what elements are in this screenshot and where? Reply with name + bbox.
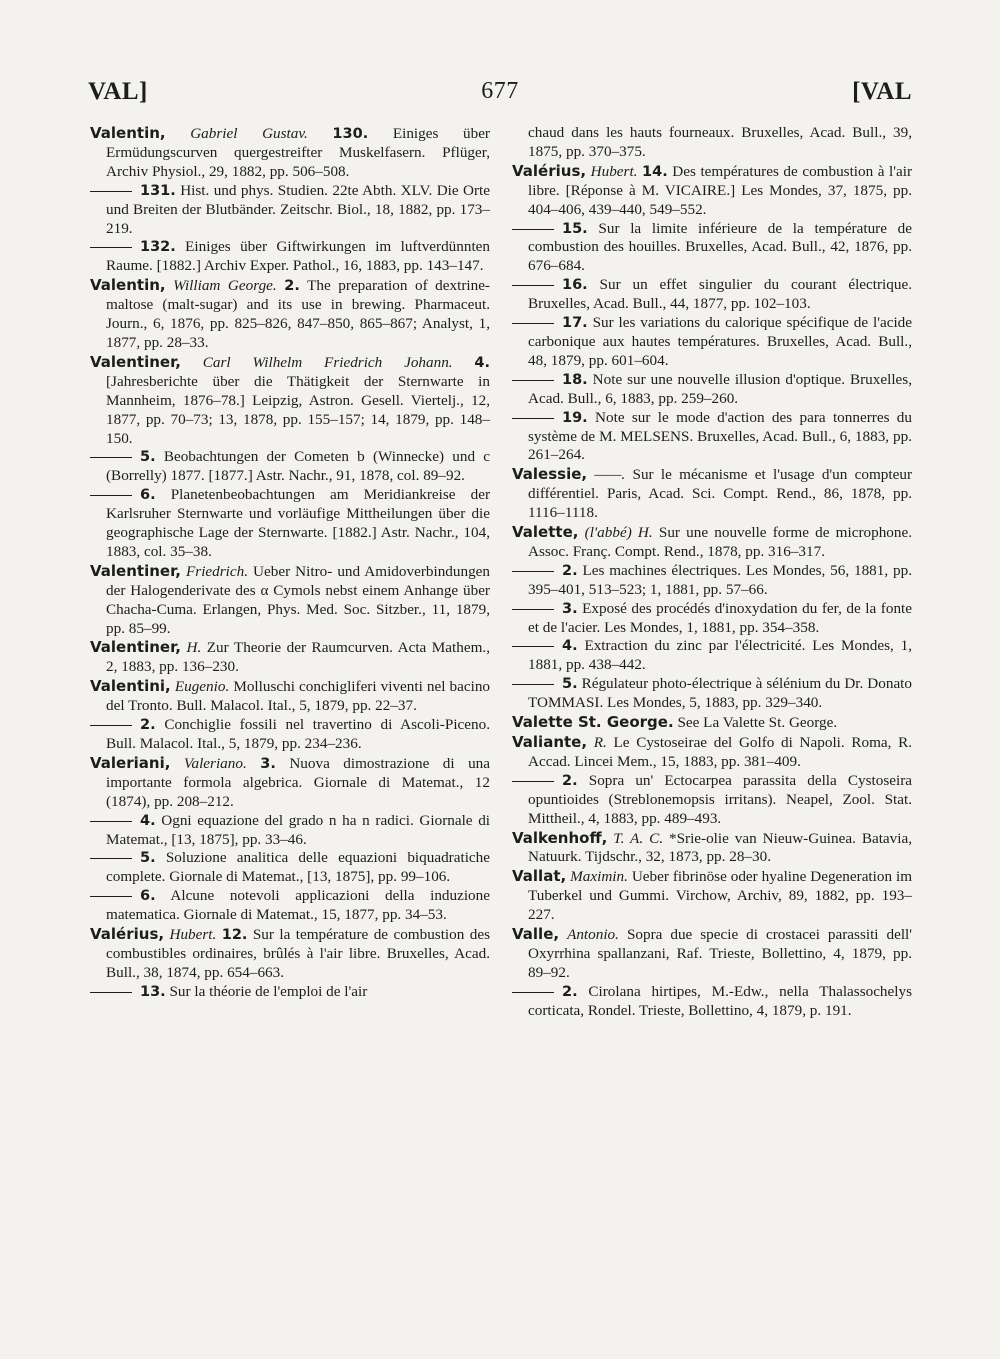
entry-text: Nuova dimostrazione di una importante formola algebrica. Giornale di Matemat., 12 (1874), pp. 208–212. [106, 754, 491, 810]
entry-text: [Jahresberichte über die Thätigkeit der Sternwarte in Mannheim, 1876–78.] Leipzig, Astron. Gesell. Viertelj., 12, 1877, pp. 70–73; 13, 1878, pp. 155–157; 14, 1879, pp. 148–150. [106, 372, 490, 447]
running-head-left: VAL] [88, 78, 148, 105]
bibliography-entry [512, 562, 912, 600]
bibliography-entry [512, 523, 912, 562]
entry-text: The preparation of dextrine-maltose (malt-sugar) and its use in brewing. Pharmaceut. Journ., 6, 1876, pp. 825–826, 847–850, 865–867; Analyst, 1, 1877, pp. 28–33. [106, 277, 490, 351]
entry-number: 6. [140, 487, 156, 504]
entry-text: Note sur une nouvelle illusion d'optique. Bruxelles, Acad. Bull., 6, 1883, pp. 259–260. [528, 370, 912, 407]
entry-number: 12. [221, 927, 248, 944]
entry-text: Conchiglie fossili nel travertino di Ascoli-Piceno. Bull. Malacol. Ital., 5, 1879, pp. 234–236. [106, 716, 490, 752]
running-head-right: [VAL [852, 78, 912, 105]
author-given-name: Hubert. [590, 162, 638, 180]
entry-text: Sur une nouvelle forme de microphone. Assoc. Franç. Compt. Rend., 1878, pp. 316–317. [528, 524, 913, 560]
entry-text: Des températures de combustion à l'air libre. [Réponse à M. VICAIRE.] Les Mondes, 37, 1875, pp. 404–406, 439–440, 549–552. [528, 162, 913, 218]
entry-text: Cirolana hirtipes, M.-Edw., nella Thalassochelys corticata, Rondel. Trieste, Bollettino, 4, 1879, p. 191. [528, 982, 912, 1019]
bibliography-entry [90, 925, 490, 983]
bibliography-entry [512, 600, 912, 638]
bibliography-entry [90, 124, 490, 182]
entry-text: Sur la limite inférieure de la température de combustion des houilles. Bruxelles, Acad. Bull., 42, 1876, pp. 676–684. [528, 219, 913, 275]
author-given-name: Carl Wilhelm Friedrich Johann. [202, 353, 453, 371]
entry-text: Les machines électriques. Les Mondes, 56, 1881, pp. 395–401, 513–523; 1, 1881, pp. 57–66. [528, 561, 912, 598]
entry-text: Ueber Nitro- und Amidoverbindungen der Halogenderivate des α Cymols nebst einem Anhange über Chacha-Cuma. Erlangen, Phys. Med. Soc. Sitzber., 11, 1879, pp. 85–99. [106, 562, 490, 637]
entry-number: 18. [562, 371, 588, 388]
ditto-dash [512, 323, 554, 324]
author-surname: Vallat, [512, 867, 567, 886]
bibliography-entry [512, 276, 912, 314]
ditto-dash [512, 646, 554, 647]
entry-text: Extraction du zinc par l'électricité. Les Mondes, 1, 1881, pp. 438–442. [528, 637, 912, 674]
bibliography-entry [90, 353, 490, 449]
entry-number: 13. [140, 983, 166, 1000]
author-given-name: ——. [594, 466, 626, 484]
author-given-name: Eugenio. [174, 678, 230, 696]
ditto-dash [512, 609, 554, 610]
author-given-name: Maximin. [570, 868, 628, 886]
bibliography-entry [512, 733, 912, 772]
entry-text: Beobachtungen der Cometen b (Winnecke) und c (Borrelly) 1877. [1877.] Astr. Nachr., 91, 1878, col. 89–92. [106, 448, 491, 485]
entry-text: Sopra un' Ectocarpea parassita della Cystoseira opuntioides (Streblonemopsis irritans). Neapel, Zool. Stat. Mittheil., 4, 1883, pp. 489–493. [528, 771, 912, 827]
bibliography-entry [512, 465, 912, 523]
ditto-dash [90, 725, 132, 726]
entry-text: Einiges über Giftwirkungen im luftverdünnten Raume. [1882.] Archiv Exper. Pathol., 16, 1883, pp. 143–147. [106, 238, 491, 275]
bibliography-entry [512, 314, 912, 371]
bibliography-entry [90, 812, 490, 850]
entry-number: 16. [562, 277, 588, 294]
bibliography-entry [90, 448, 490, 486]
bibliography-entry [512, 867, 912, 925]
bibliography-entry [90, 562, 490, 639]
ditto-dash [512, 684, 554, 685]
entry-text: Molluschi conchigliferi viventi nel bacino del Tronto. Bull. Malacol. Ital., 5, 1879, pp. 22–37. [106, 678, 491, 715]
ditto-dash [512, 380, 554, 381]
bibliography-entry [512, 162, 912, 220]
entry-text: Exposé des procédés d'inoxydation du fer, de la fonte et de l'acier. Les Mondes, 1, 1881, pp. 354–358. [528, 599, 913, 636]
ditto-dash [90, 247, 132, 248]
author-surname: Valiante, [512, 733, 588, 751]
ditto-dash [512, 418, 554, 419]
bibliography-entry [512, 713, 912, 733]
author-given-name: Friedrich. [186, 562, 249, 580]
author-surname: Valessie, [512, 465, 588, 484]
author-surname: Valkenhoff, [512, 828, 608, 847]
bibliography-entry [512, 124, 912, 162]
entry-text: Sur les variations du calorique spécifique de l'acide carbonique aux hautes températures. Bruxelles, Acad. Bull., 48, 1879, pp. 601–604. [528, 314, 913, 369]
entry-text: Alcune notevoli applicazioni della induzione matematica. Giornale di Matemat., 15, 1877, pp. 34–53. [106, 887, 490, 924]
entry-text: Sur la température de combustion des combustibles ordinaires, brûlés à l'air libre. Bruxelles, Acad. Bull., 38, 1874, pp. 654–663. [106, 926, 490, 981]
author-surname: Valette, [512, 523, 579, 542]
ditto-dash [512, 992, 554, 993]
entry-number: 6. [140, 888, 156, 905]
entry-number: 4. [562, 638, 578, 655]
ditto-dash [90, 457, 132, 458]
author-surname: Valentin, [90, 124, 166, 142]
entry-number: 131. [140, 182, 176, 199]
entry-text: Soluzione analitica delle equazioni biquadratiche complete. Giornale di Matemat., [13, 1875], pp. 99–106. [106, 849, 490, 886]
entry-text: Planetenbeobachtungen am Meridiankreise der Karlsruher Sternwarte und vorläufige Mittheilungen über die geographische Lage der Sternwarte. [1882.] Astr. Nachr., 104, 1883, col. 35–38. [106, 486, 491, 560]
author-given-name: T. A. C. [613, 829, 664, 847]
ditto-dash [512, 229, 554, 230]
author-given-name: H. [186, 639, 202, 657]
author-surname: Valérius, [90, 925, 165, 944]
bibliography-entry [512, 829, 912, 868]
entry-text: Le Cystoseirae del Golfo di Napoli. Roma, R. Accad. Lincei Mem., 15, 1883, pp. 381–409. [528, 734, 913, 770]
author-given-name: Hubert. [169, 926, 217, 944]
entry-text: See La Valette St. George. [677, 714, 838, 732]
ditto-dash [90, 896, 132, 897]
entry-text: Sur un effet singulier du courant électrique. Bruxelles, Acad. Bull., 44, 1877, pp. 102–103. [528, 276, 913, 313]
entry-number: 17. [562, 315, 588, 332]
entry-number: 2. [284, 278, 300, 295]
entry-number: 130. [332, 126, 369, 142]
author-given-name: Gabriel Gustav. [190, 125, 308, 142]
author-surname: Valentin, [90, 276, 166, 295]
author-surname: Valeriani, [90, 753, 171, 772]
author-surname: Valette St. George. [512, 713, 674, 732]
bibliography-entry [512, 371, 912, 409]
author-surname: Valentiner, [90, 561, 181, 580]
entry-number: 14. [642, 163, 668, 180]
bibliography-entry [90, 849, 490, 887]
entry-number: 5. [562, 676, 578, 693]
entry-number: 4. [140, 812, 156, 829]
author-given-name: (l'abbé) H. [584, 524, 653, 542]
entry-text: Hist. und phys. Studien. 22te Abth. XLV. Die Orte und Breiten der Blutbänder. Zeitschr. Biol., 18, 1882, pp. 173–219. [106, 181, 491, 237]
entry-text: Sur le mécanisme et l'usage d'un compteur différentiel. Paris, Acad. Sci. Compt. Rend., 86, 1878, pp. 1116–1118. [528, 466, 913, 522]
entry-text: Régulateur photo-électrique à sélénium du Dr. Donato TOMMASI. Les Mondes, 5, 1883, pp. 329–340. [528, 675, 912, 712]
ditto-dash [90, 858, 132, 859]
entry-number: 2. [140, 717, 156, 734]
entry-number: 2. [562, 983, 578, 1000]
author-given-name: Valeriano. [183, 754, 247, 772]
author-surname: Valentiner, [90, 352, 181, 371]
bibliography-entry [90, 238, 490, 276]
ditto-dash [512, 571, 554, 572]
ditto-dash [90, 495, 132, 496]
entry-number: 2. [562, 772, 578, 789]
bibliography-entry [512, 637, 912, 675]
entry-number: 15. [562, 220, 588, 237]
bibliography-entry [90, 638, 490, 677]
author-surname: Valérius, [512, 161, 587, 180]
bibliography-entry [90, 983, 490, 1002]
entry-text: Einiges über Ermüdungscurven quergestreifter Muskelfasern. Pflüger, Archiv Physiol., 29, 1882, pp. 506–508. [106, 125, 490, 180]
entry-number: 5. [140, 449, 156, 466]
entry-text: *Srie-olie van Nieuw-Guinea. Batavia, Natuurk. Tijdschr., 32, 1873, pp. 28–30. [528, 829, 913, 866]
bibliography-entry [90, 276, 490, 353]
bibliography-entry [512, 220, 912, 277]
ditto-dash [90, 821, 132, 822]
entry-text: Sopra due specie di crostacei parassiti dell' Oxyrrhina spallanzani, Raf. Trieste, Bollettino, 4, 1879, pp. 89–92. [528, 926, 913, 981]
entry-text: Zur Theorie der Raumcurven. Acta Mathem., 2, 1883, pp. 136–230. [106, 639, 491, 676]
entry-text: chaud dans les hauts fourneaux. Bruxelles, Acad. Bull., 39, 1875, pp. 370–375. [528, 124, 912, 160]
entry-number: 3. [562, 600, 578, 617]
bibliography-entry [90, 486, 490, 562]
ditto-dash [512, 285, 554, 286]
bibliography-entry [90, 716, 490, 754]
left-column [90, 124, 490, 1002]
bibliography-entry [512, 675, 912, 713]
author-surname: Valle, [512, 925, 560, 944]
author-given-name: R. [593, 734, 607, 751]
entry-number: 5. [140, 850, 156, 867]
bibliography-entry [90, 182, 490, 239]
author-given-name: Antonio. [567, 926, 619, 944]
entry-text: Note sur le mode d'action des para tonnerres du système de M. MELSENS. Bruxelles, Acad. Bull., 6, 1883, pp. 261–264. [528, 408, 912, 464]
bibliography-entry [512, 925, 912, 983]
ditto-dash [90, 191, 132, 192]
entry-text: Sur la théorie de l'emploi de l'air [169, 982, 368, 1000]
entry-number: 4. [474, 354, 491, 371]
bibliography-entry [90, 754, 490, 812]
entry-text: Ueber fibrinöse oder hyaline Degeneration im Tuberkel und Gummi. Virchow, Archiv, 89, 1882, pp. 193–227. [528, 868, 913, 924]
entry-number: 3. [260, 755, 276, 772]
entry-text: Ogni equazione del grado n ha n radici. Giornale di Matemat., [13, 1875], pp. 33–46. [106, 811, 491, 848]
right-column [512, 124, 912, 1021]
bibliography-entry [90, 677, 490, 716]
author-surname: Valentini, [90, 677, 171, 696]
ditto-dash [512, 781, 554, 782]
author-given-name: William George. [173, 277, 277, 295]
entry-number: 2. [562, 562, 578, 579]
bibliography-entry [512, 772, 912, 829]
bibliography-entry [90, 887, 490, 925]
bibliography-entry [512, 983, 912, 1021]
page-number: 677 [481, 78, 519, 104]
entry-number: 19. [562, 409, 588, 426]
ditto-dash [90, 992, 132, 993]
author-surname: Valentiner, [90, 638, 181, 657]
entry-number: 132. [140, 239, 176, 256]
bibliography-entry [512, 409, 912, 466]
